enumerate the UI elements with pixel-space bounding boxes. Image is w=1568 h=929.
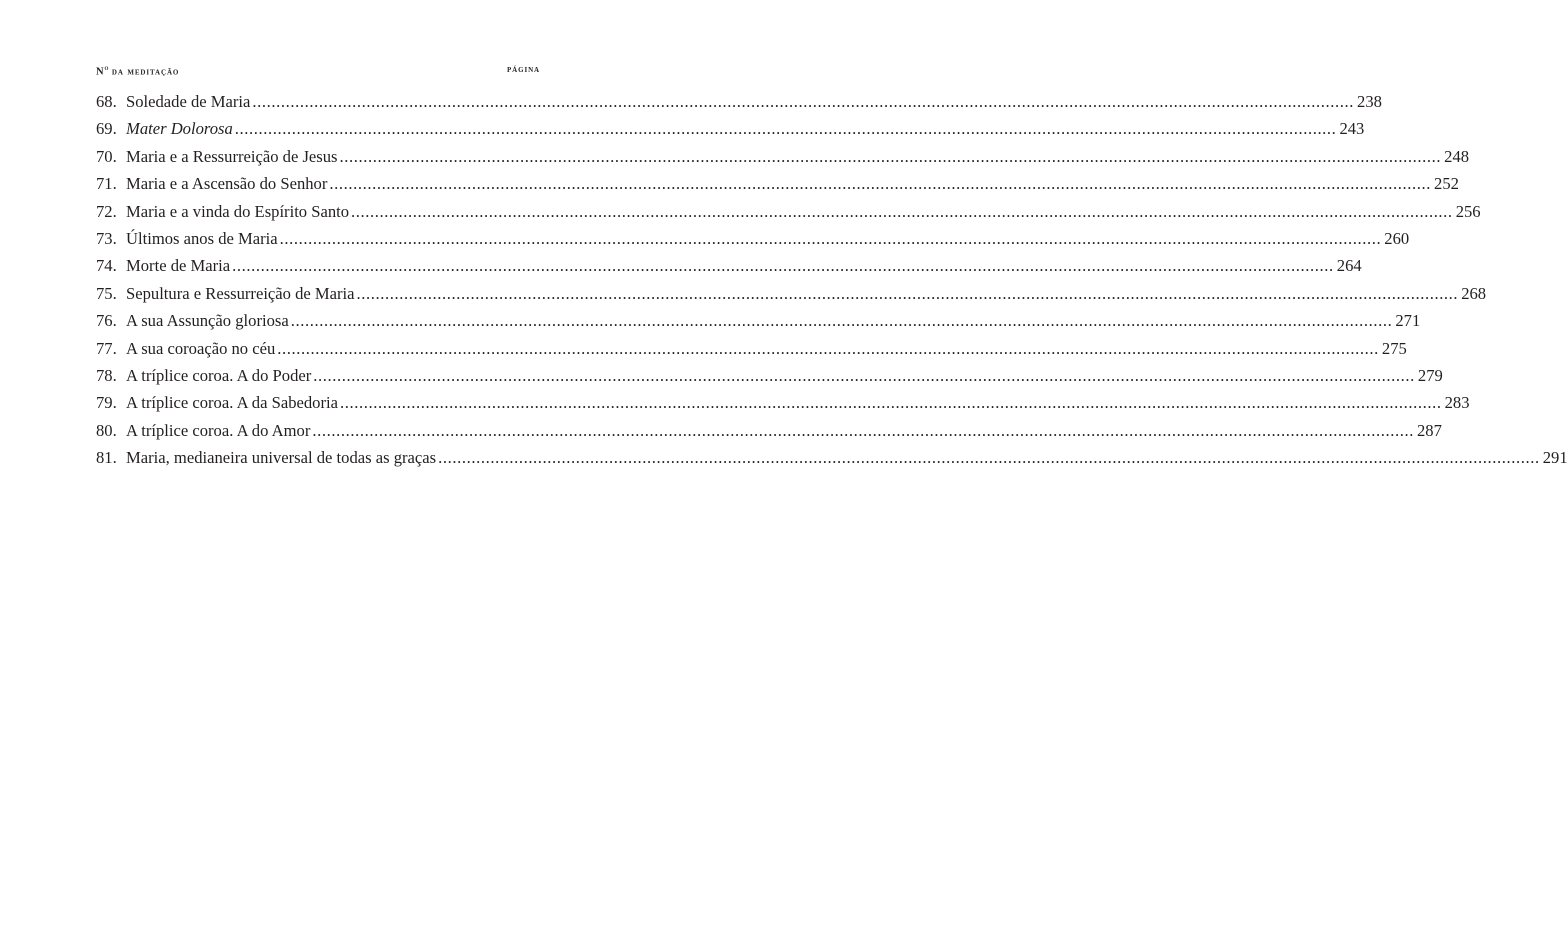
dot-leader (340, 143, 1442, 170)
entry-title: Morte de Maria (126, 256, 231, 276)
entry-number: 72. (96, 201, 117, 221)
entry-page-number: 248 (1444, 146, 1470, 166)
entry-title: Maria, medianeira universal de todas as graças (126, 448, 437, 468)
entry-number: 75. (96, 283, 117, 303)
entry-number: 78. (96, 365, 117, 385)
toc-entry (96, 198, 1481, 225)
entry-page-number: 279 (1417, 365, 1443, 385)
entry-title: A tríplice coroa. A do Poder (126, 365, 312, 385)
entry-page-number: 252 (1434, 174, 1459, 194)
heading-prefix: N (96, 66, 105, 78)
dot-leader (357, 280, 1459, 307)
dot-leader (232, 252, 1334, 279)
toc-entry (96, 143, 1470, 170)
entry-number: 68. (96, 92, 117, 111)
entry-number: 73. (96, 228, 117, 248)
toc-entry (96, 88, 1382, 115)
toc-entry (96, 335, 1407, 362)
entry-title: A sua coroação no céu (126, 338, 276, 358)
entry-number: 81. (96, 448, 117, 468)
dot-leader (252, 88, 1354, 115)
entry-number: 76. (96, 311, 117, 331)
toc-header (96, 64, 540, 80)
toc-entry (96, 252, 1362, 279)
dot-leader (329, 170, 1431, 197)
entry-number: 70. (96, 146, 117, 166)
heading-degree: o (104, 64, 109, 72)
dot-leader (280, 225, 1382, 252)
entry-number: 79. (96, 393, 117, 413)
entry-page-number: 275 (1381, 338, 1407, 358)
entry-page-number: 271 (1395, 311, 1421, 331)
entry-title: Maria e a vinda do Espírito Santo (126, 201, 350, 221)
dot-leader (235, 115, 1337, 142)
entry-number: 77. (96, 338, 117, 358)
entry-title: A sua Assunção gloriosa (126, 311, 289, 331)
entry-title: Soledade de Maria (126, 92, 251, 111)
dot-leader (277, 335, 1379, 362)
entry-number: 69. (96, 119, 117, 139)
entry-page-number: 238 (1357, 92, 1382, 111)
entry-title: Sepultura e Ressurreição de Maria (126, 283, 355, 303)
toc-entry (96, 225, 1410, 252)
entry-page-number: 268 (1461, 283, 1487, 303)
toc-entry (96, 280, 1487, 307)
entry-title: Maria e a Ascensão do Senhor (126, 174, 328, 194)
entry-page-number: 256 (1455, 201, 1481, 221)
entry-page-number: 287 (1417, 420, 1442, 440)
entry-title: Mater Dolorosa (126, 119, 233, 139)
dot-leader (313, 362, 1415, 389)
entry-page-number: 283 (1444, 393, 1470, 413)
toc-entry (96, 307, 1421, 334)
toc-entry (96, 362, 1443, 389)
table-of-contents (96, 88, 1568, 471)
dot-leader (351, 198, 1453, 225)
dot-leader (291, 307, 1393, 334)
entry-number: 71. (96, 174, 117, 194)
column-heading-page: página (506, 64, 540, 75)
entry-number: 80. (96, 420, 117, 440)
dot-leader (312, 417, 1414, 444)
column-heading-meditation-number (96, 64, 179, 78)
entry-page-number: 260 (1384, 228, 1410, 248)
entry-page-number: 243 (1339, 119, 1365, 139)
toc-entry (96, 444, 1568, 471)
entry-title: A tríplice coroa. A da Sabedoria (126, 393, 338, 413)
entry-page-number: 264 (1336, 256, 1362, 276)
entry-page-number: 291 (1542, 448, 1568, 468)
heading-text: da meditação (108, 66, 180, 78)
dot-leader (438, 444, 1540, 471)
toc-entry (96, 170, 1459, 197)
toc-entry (96, 389, 1470, 416)
entry-title: Maria e a Ressurreição de Jesus (126, 146, 338, 166)
dot-leader (340, 389, 1442, 416)
toc-entry (96, 417, 1442, 444)
entry-title: Últimos anos de Maria (126, 228, 278, 248)
entry-number: 74. (96, 256, 117, 276)
entry-title: A tríplice coroa. A do Amor (126, 420, 311, 440)
toc-entry (96, 115, 1365, 142)
